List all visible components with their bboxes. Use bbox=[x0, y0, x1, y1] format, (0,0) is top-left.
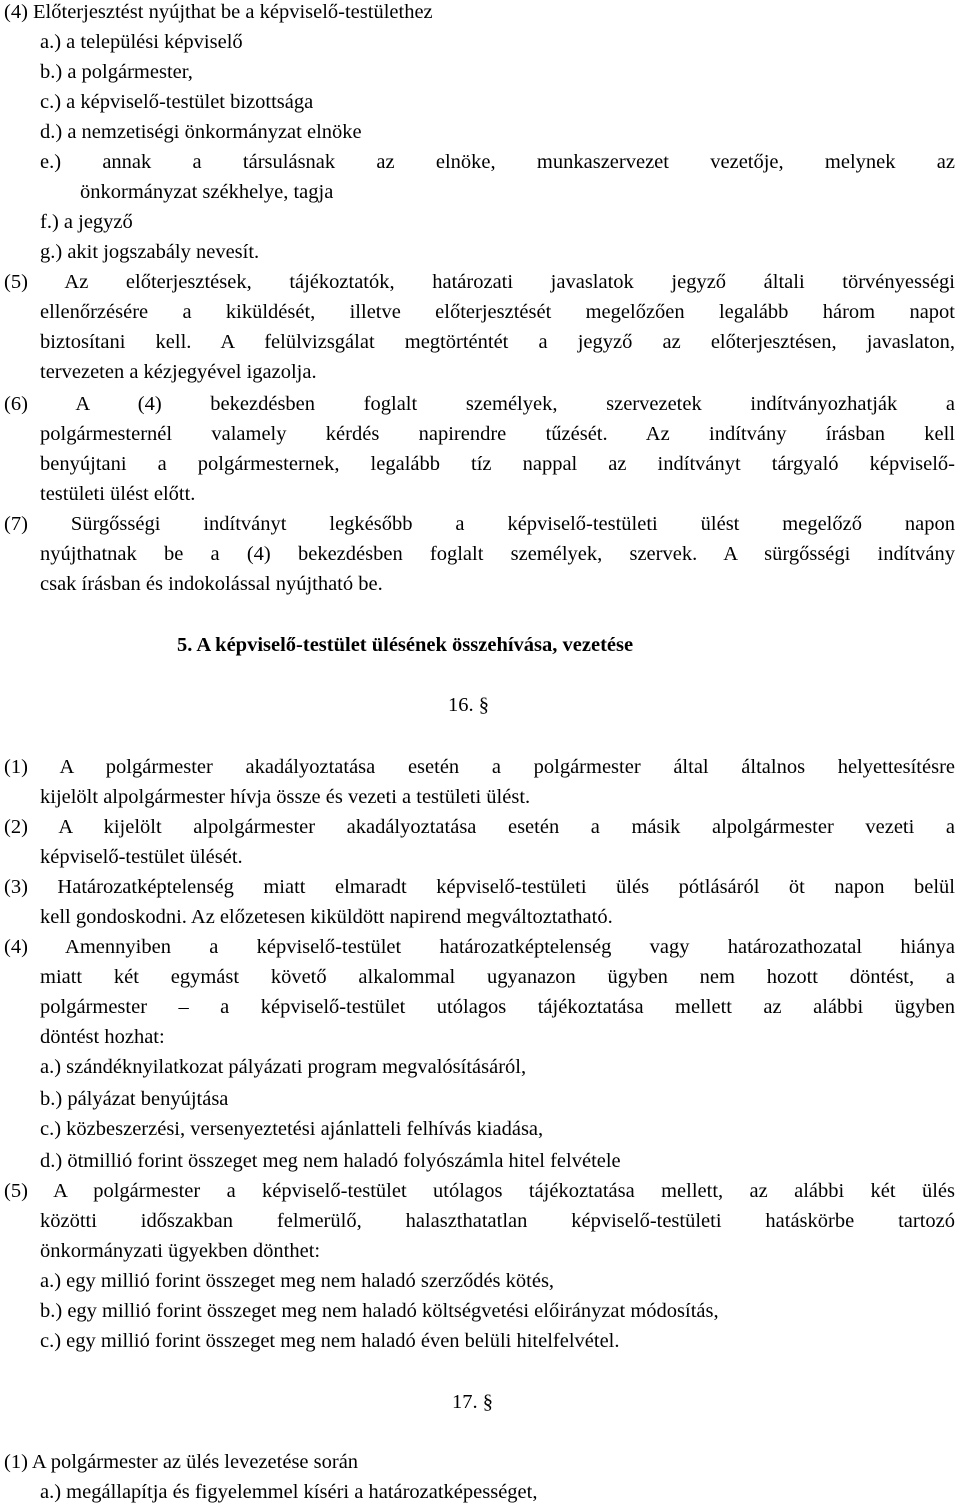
section-16-paragraph-5-line: (5) A polgármester a képviselő-testület utólagos tájékoztatása mellett, az alábbi két ülés bbox=[4, 1180, 955, 1202]
paragraph-7-line: csak írásban és indokolással nyújtható be. bbox=[40, 573, 383, 595]
paragraph-5-line: tervezeten a kézjegyével igazolja. bbox=[40, 361, 317, 383]
section-16-title: 16. § bbox=[448, 694, 489, 716]
paragraph-5-line: (5) Az előterjesztések, tájékoztatók, határozati javaslatok jegyző általi törvényességi bbox=[4, 271, 955, 293]
list-item-b: b.) a polgármester, bbox=[40, 61, 193, 83]
paragraph-6-line: benyújtani a polgármesternek, legalább tíz nappal az indítványt tárgyaló képviselő- bbox=[40, 453, 955, 475]
section-16-paragraph-1-line: (1) A polgármester akadályoztatása esetén a polgármester által általnos helyettesítésre bbox=[4, 756, 955, 778]
list-item-e: e.) annak a társulásnak az elnöke, munkaszervezet vezetője, melynek az bbox=[40, 151, 955, 173]
section-16-paragraph-4-line: (4) Amennyiben a képviselő-testület határozatképtelenség vagy határozathozatal hiánya bbox=[4, 936, 955, 958]
paragraph-5-line: biztosítani kell. A felülvizsgálat megtörténtét a jegyző az előterjesztésen, javaslaton, bbox=[40, 331, 955, 353]
paragraph-7-line: (7) Sürgősségi indítványt legkésőbb a képviselő-testületi ülést megelőző napon bbox=[4, 513, 955, 535]
list-item-d: d.) a nemzetiségi önkormányzat elnöke bbox=[40, 121, 362, 143]
chapter-heading: 5. A képviselő-testület ülésének összehívása, vezetése bbox=[177, 634, 634, 656]
list-item-c: c.) közbeszerzési, versenyeztetési ajánlatteli felhívás kiadása, bbox=[40, 1118, 544, 1140]
list-item-c: c.) a képviselő-testület bizottsága bbox=[40, 91, 314, 113]
list-item-b: b.) pályázat benyújtása bbox=[40, 1088, 229, 1110]
list-item-c: c.) egy millió forint összeget meg nem haladó éven belüli hitelfelvétel. bbox=[40, 1330, 620, 1352]
section-16-paragraph-5-line: közötti időszakban felmerülő, halaszthatatlan képviselő-testületi hatáskörbe tartozó bbox=[40, 1210, 955, 1232]
list-item-a: a.) megállapítja és figyelemmel kíséri a határozatképességet, bbox=[40, 1481, 538, 1503]
list-item-d: d.) ötmillió forint összeget meg nem haladó folyószámla hitel felvétele bbox=[40, 1150, 621, 1172]
section-16-paragraph-1-line: kijelölt alpolgármester hívja össze és vezeti a testületi ülést. bbox=[40, 786, 531, 808]
list-item-g: g.) akit jogszabály nevesít. bbox=[40, 241, 260, 263]
list-item-f: f.) a jegyző bbox=[40, 211, 133, 233]
paragraph-6-line: testületi ülést előtt. bbox=[40, 483, 196, 505]
section-17-paragraph-1-heading: (1) A polgármester az ülés levezetése során bbox=[4, 1451, 359, 1473]
section-16-paragraph-3-line: kell gondoskodni. Az előzetesen kiküldött napirend megváltoztatható. bbox=[40, 906, 613, 928]
section-16-paragraph-2-line: képviselő-testület ülését. bbox=[40, 846, 243, 868]
paragraph-4-heading: (4) Előterjesztést nyújthat be a képviselő-testülethez bbox=[4, 1, 433, 23]
paragraph-6-line: polgármesternél valamely kérdés napirendre tűzését. Az indítvány írásban kell bbox=[40, 423, 955, 445]
section-16-paragraph-4-line: polgármester – a képviselő-testület utólagos tájékoztatása mellett az alábbi ügyben bbox=[40, 996, 955, 1018]
section-17-title: 17. § bbox=[452, 1391, 493, 1413]
list-item-a: a.) egy millió forint összeget meg nem haladó szerződés kötés, bbox=[40, 1270, 555, 1292]
list-item-b: b.) egy millió forint összeget meg nem haladó költségvetési előirányzat módosítás, bbox=[40, 1300, 719, 1322]
section-16-paragraph-2-line: (2) A kijelölt alpolgármester akadályoztatása esetén a másik alpolgármester vezeti a bbox=[4, 816, 955, 838]
list-item-a: a.) a települési képviselő bbox=[40, 31, 243, 53]
paragraph-7-line: nyújthatnak be a (4) bekezdésben foglalt személyek, szervek. A sürgősségi indítvány bbox=[40, 543, 955, 565]
section-16-paragraph-4-line: döntést hozhat: bbox=[40, 1026, 165, 1048]
section-16-paragraph-4-line: miatt két egymást követő alkalommal ugyanazon ügyben nem hozott döntést, a bbox=[40, 966, 955, 988]
paragraph-6-line: (6) A (4) bekezdésben foglalt személyek, szervezetek indítványozhatják a bbox=[4, 393, 955, 415]
section-16-paragraph-5-line: önkormányzati ügyekben dönthet: bbox=[40, 1240, 321, 1262]
list-item-a: a.) szándéknyilatkozat pályázati program megvalósításáról, bbox=[40, 1056, 527, 1078]
list-item-e-continuation: önkormányzat székhelye, tagja bbox=[80, 181, 334, 203]
paragraph-5-line: ellenőrzésére a kiküldését, illetve előterjesztését megelőzően legalább három napot bbox=[40, 301, 955, 323]
section-16-paragraph-3-line: (3) Határozatképtelenség miatt elmaradt képviselő-testületi ülés pótlásáról öt napon belül bbox=[4, 876, 955, 898]
